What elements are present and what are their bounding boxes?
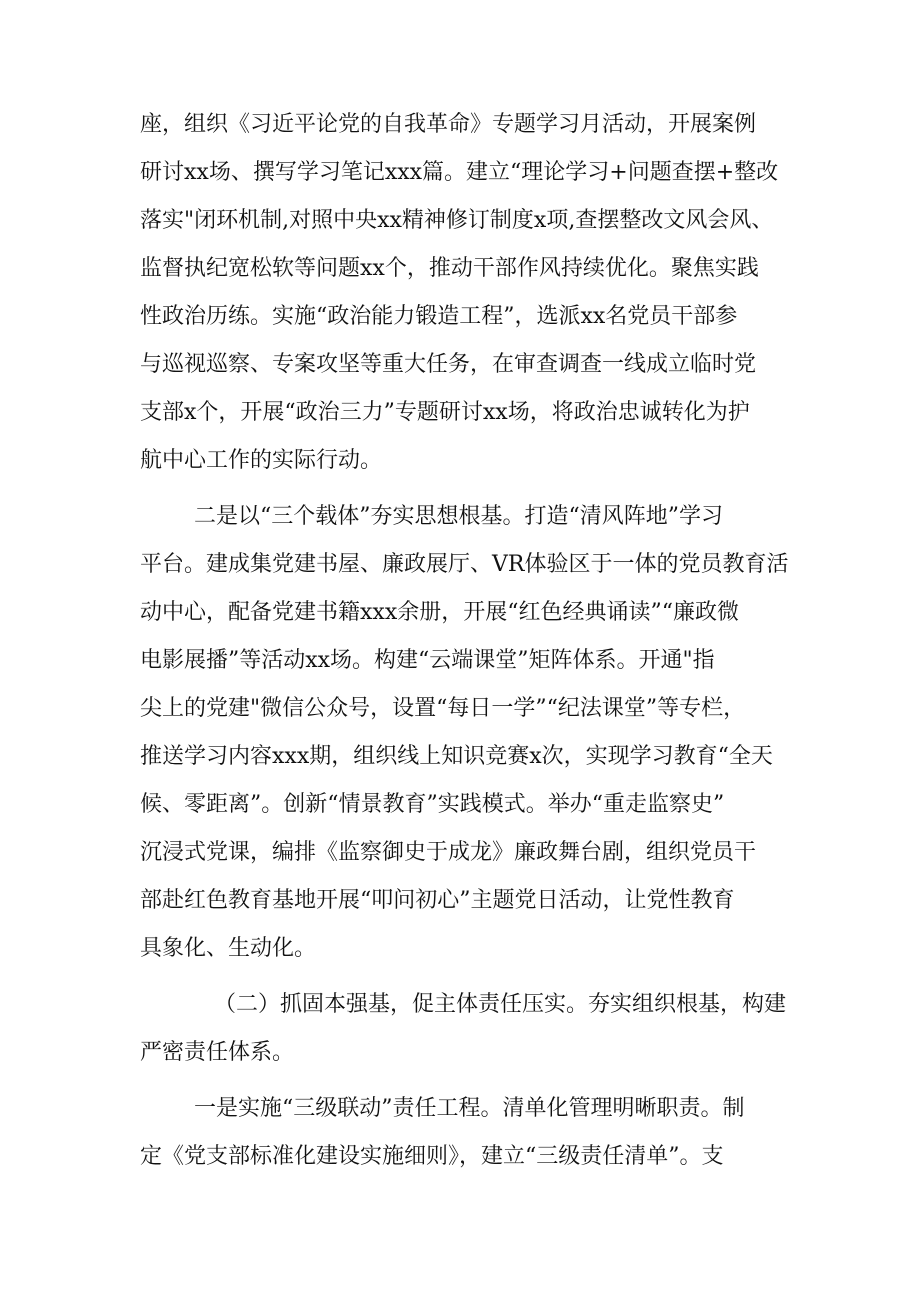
paragraph-first-line: 二是以“三个载体”夯实思想根基。打造“清风阵地”学习 <box>194 504 723 529</box>
text-line: 推送学习内容xxx期，组织线上知识竞赛x次，实现学习教育“全天 <box>140 744 773 769</box>
text-line: 部赴红色教育基地开展“叩问初心”主题党日活动，让党性教育 <box>140 888 735 913</box>
text-line: 座，组织《习近平论党的自我革命》专题学习月活动，开展案例 <box>140 112 757 137</box>
text-line: 沉浸式党课，编排《监察御史于成龙》廉政舞台剧，组织党员干 <box>140 840 757 865</box>
text-line: 研讨xx场、撰写学习笔记xxx篇。建立“理论学习+问题查摆+整改 <box>140 160 779 185</box>
text-line: 候、零距离”。创新“情景教育”实践模式。举办“重走监察史” <box>140 792 725 817</box>
section-heading-line: （二）抓固本强基，促主体责任压实。夯实组织根基，构建 <box>214 992 787 1017</box>
text-line: 电影展播”等活动xx场。构建“云端课堂”矩阵体系。开通"指 <box>140 648 715 673</box>
text-line: 尖上的党建"微信公众号，设置“每日一学”“纪法课堂”等专栏， <box>140 696 746 721</box>
text-line: 动中心，配备党建书籍xxx余册，开展“红色经典诵读”“廉政微 <box>140 600 739 625</box>
text-line: 平台。建成集党建书屋、廉政展厅、VR体验区于一体的党员教育活 <box>140 552 789 577</box>
text-line: 严密责任体系。 <box>140 1040 295 1065</box>
text-line: 监督执纪宽松软等问题xx个，推动干部作风持续优化。聚焦实践 <box>140 256 759 281</box>
text-line: 航中心工作的实际行动。 <box>140 448 383 473</box>
text-line: 具象化、生动化。 <box>140 936 317 961</box>
text-line: 支部x个，开展“政治三力”专题研讨xx场，将政治忠诚转化为护 <box>140 400 750 425</box>
text-line: 定《党支部标准化建设实施细则》，建立“三级责任清单”。支 <box>140 1144 724 1169</box>
text-line: 落实"闭环机制,对照中央xx精神修订制度x项,查摆整改文风会风、 <box>140 208 774 233</box>
text-line: 与巡视巡察、专案攻坚等重大任务，在审查调查一线成立临时党 <box>140 352 757 377</box>
paragraph-first-line: 一是实施“三级联动”责任工程。清单化管理明晰职责。制 <box>194 1096 745 1121</box>
text-line: 性政治历练。实施“政治能力锻造工程”，选派xx名党员干部参 <box>140 304 738 329</box>
